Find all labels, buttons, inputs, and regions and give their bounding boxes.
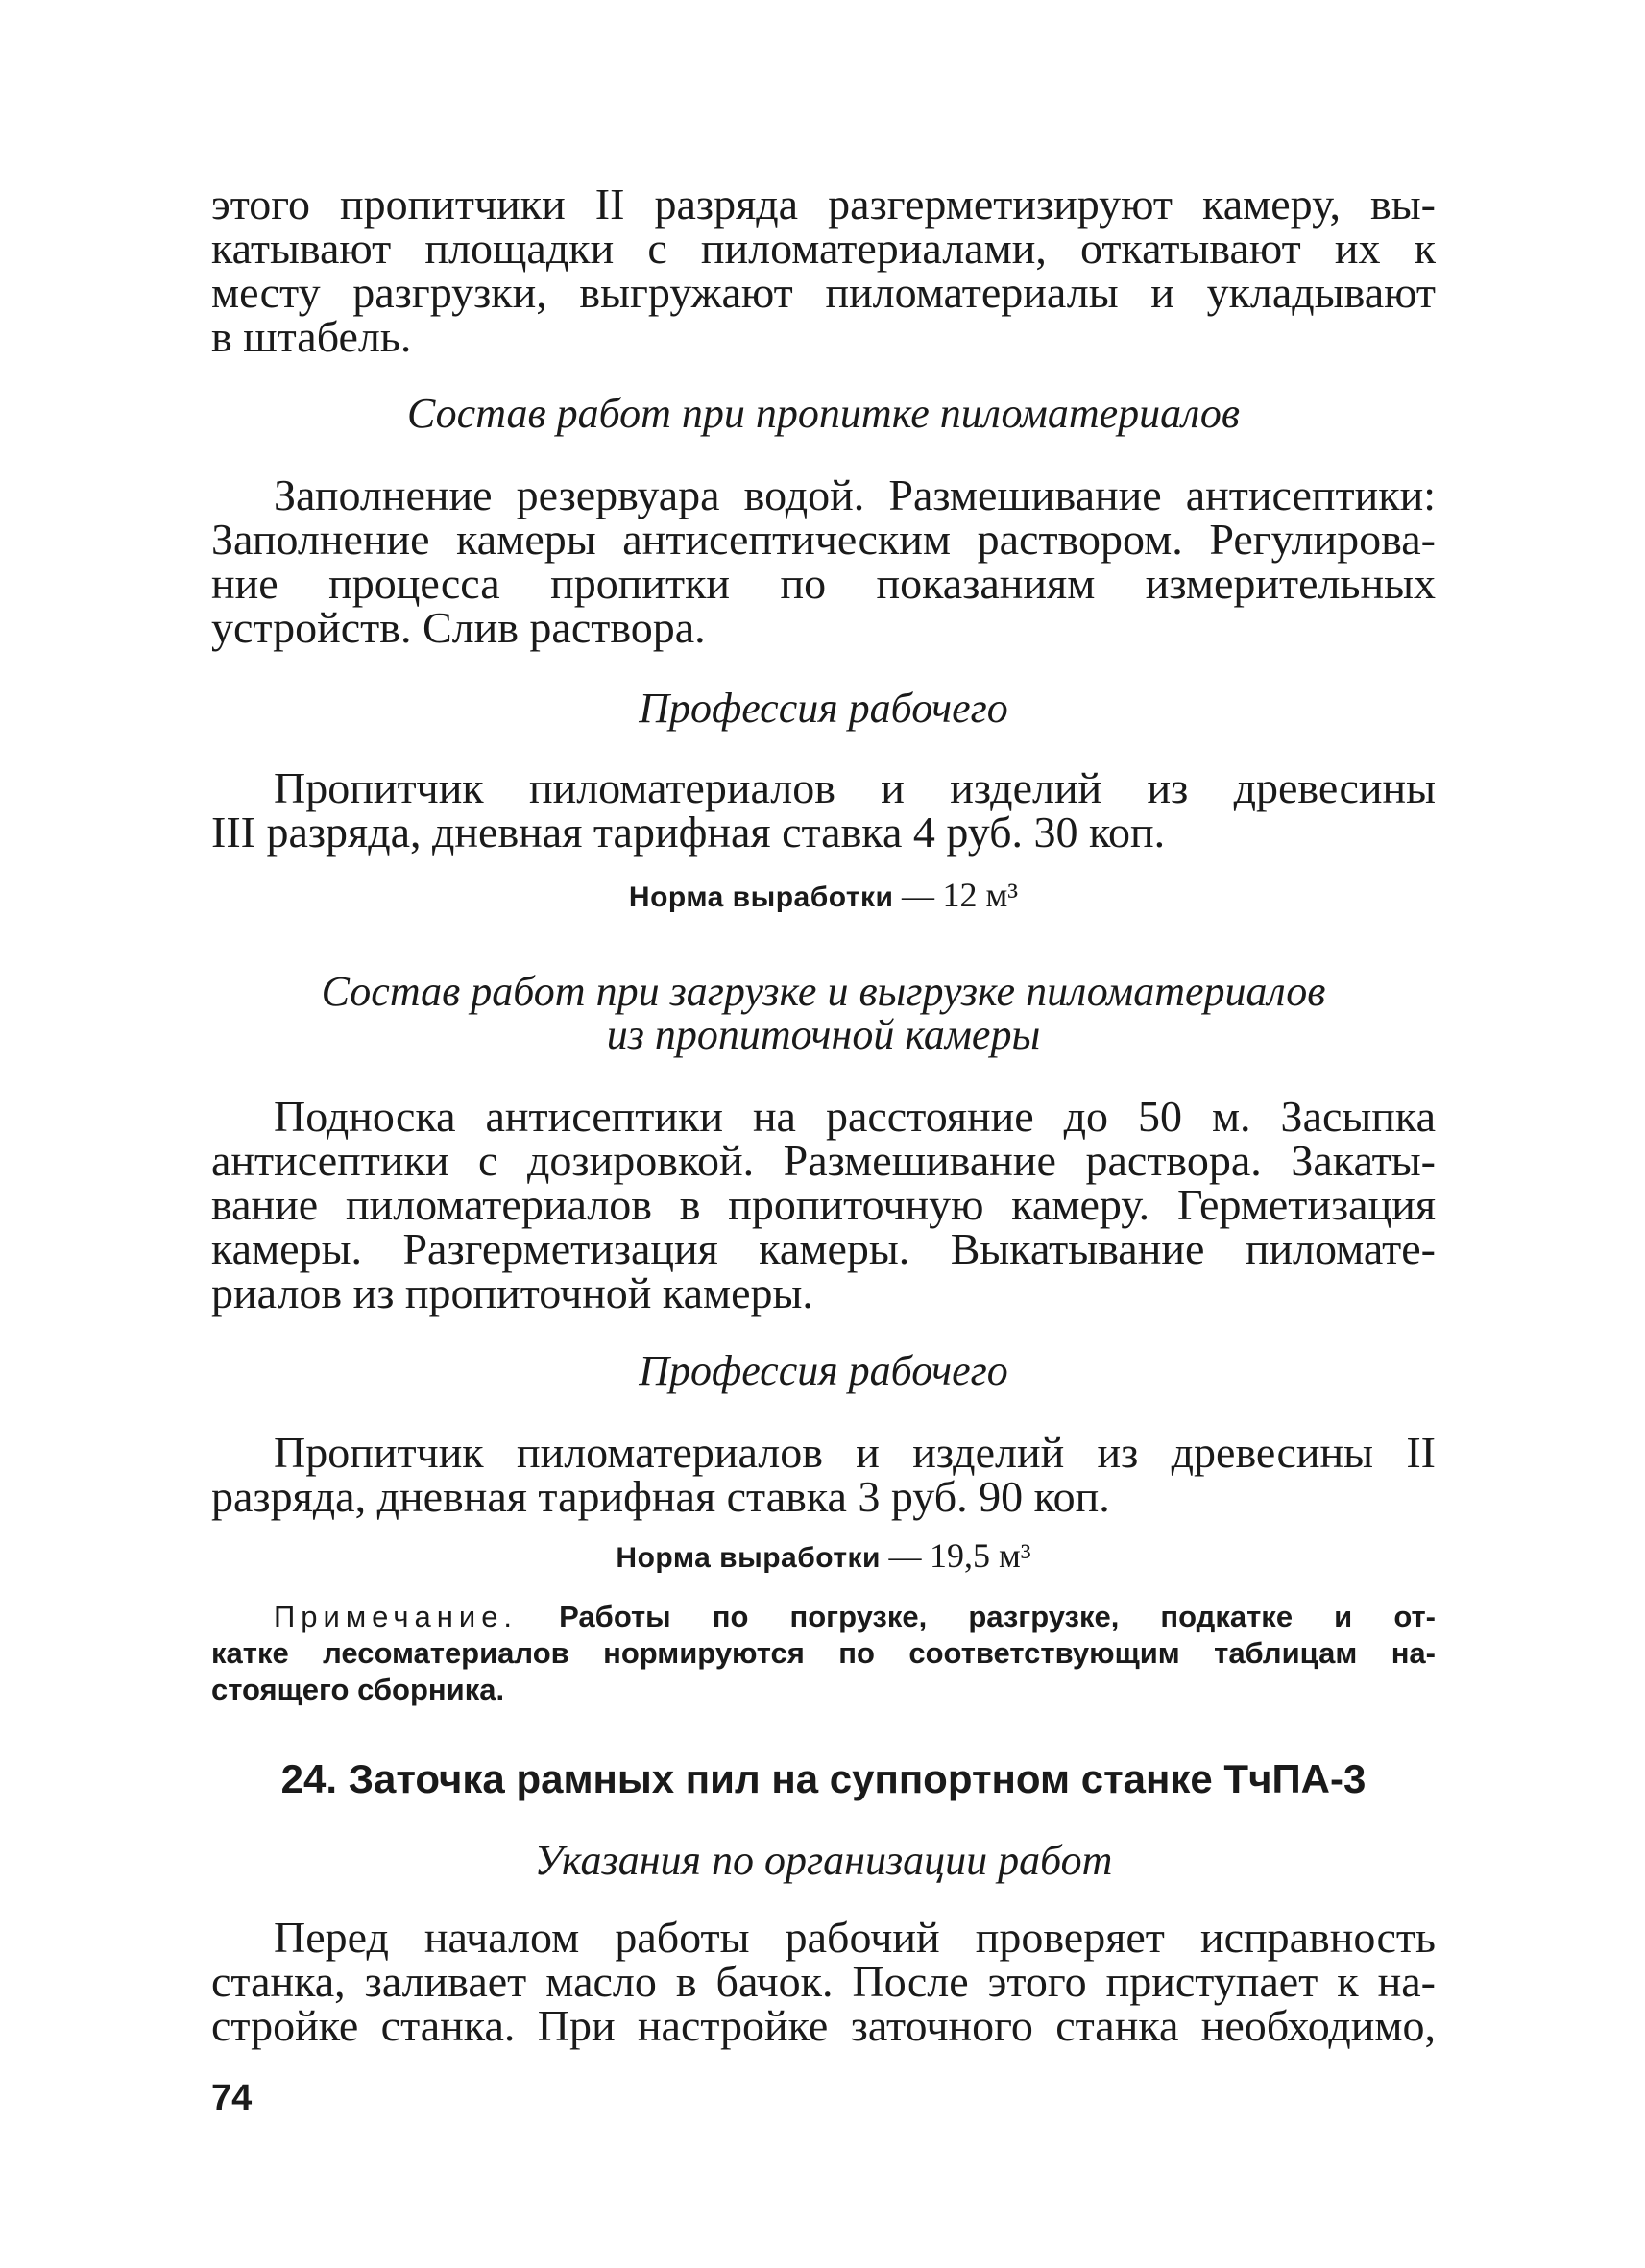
production-norm-2 — [211, 1536, 1436, 1578]
text-line: катывают площадки с пиломатериалами, откатывают их к — [211, 224, 1436, 273]
text-line: ние процесса пропитки по показаниям измерительных — [211, 559, 1436, 608]
heading-loading-work-line-1: Состав работ при загрузке и выгрузке пиломатериалов — [321, 968, 1326, 1015]
text-line: в штабель. — [211, 312, 412, 361]
note-text: Работы по погрузке, разгрузке, подкатке и от- — [559, 1600, 1436, 1633]
note-line — [211, 1599, 1436, 1635]
text-line: устройств. Слив раствора. — [211, 603, 706, 652]
heading-loading-work-line-2: из пропиточной камеры — [606, 1011, 1041, 1058]
text-line: антисептики с дозировкой. Размешивание раствора. Закаты- — [211, 1136, 1436, 1185]
text-line: этого пропитчики II разряда разгерметизируют камеру, вы- — [211, 180, 1436, 229]
text-line: Заполнение резервуара водой. Размешивание антисептики: — [274, 470, 1436, 519]
text-line: III разряда, дневная тарифная ставка 4 руб. 30 коп. — [211, 808, 1166, 857]
text-line: Пропитчик пиломатериалов и изделий из древесины II — [274, 1428, 1436, 1477]
note-line: стоящего сборника. — [211, 1673, 505, 1706]
heading-organization: Указания по организации работ — [534, 1837, 1113, 1884]
norm-value: 19,5 м³ — [930, 1536, 1031, 1575]
note-line: катке лесоматериалов нормируются по соответствующим таблицам на- — [211, 1636, 1436, 1670]
text-line: Пропитчик пиломатериалов и изделий из древесины — [274, 763, 1436, 812]
text-line: Подноска антисептики на расстояние до 50 м. Засыпка — [274, 1092, 1436, 1141]
paragraph-continuation — [211, 182, 1436, 359]
paragraph-profession-2 — [211, 1428, 1436, 1521]
paragraph-loading — [211, 1092, 1436, 1317]
text-line: месту разгрузки, выгружают пиломатериалы и укладывают — [211, 268, 1436, 317]
text-line: вание пиломатериалов в пропиточную камеру. Герметизация — [211, 1180, 1436, 1229]
text-line: станка, заливает масло в бачок. После этого приступает к на- — [211, 1957, 1436, 2006]
paragraph-profession-1 — [211, 763, 1436, 857]
page-number: 74 — [211, 2078, 253, 2118]
note — [211, 1599, 1436, 1708]
heading-profession-1: Профессия рабочего — [639, 685, 1008, 732]
norm-dash: — — [888, 1539, 922, 1575]
text-line: риалов из пропиточной камеры. — [211, 1268, 813, 1317]
paragraph-impregnation — [211, 470, 1436, 652]
norm-label: Норма выработки — [628, 881, 894, 913]
heading-impregnation-work: Состав работ при пропитке пиломатериалов — [407, 390, 1240, 437]
text-line: стройке станка. При настройке заточного станка необходимо, — [211, 2001, 1436, 2050]
text-line: Перед началом работы рабочий проверяет исправность — [274, 1913, 1436, 1962]
paragraph-organization — [211, 1913, 1436, 2050]
section-title: 24. Заточка рамных пил на суппортном станке ТчПА-3 — [280, 1756, 1367, 1801]
norm-label: Норма выработки — [616, 1542, 881, 1574]
text-line: Заполнение камеры антисептическим раствором. Регулирова- — [211, 515, 1436, 564]
norm-value: 12 м³ — [942, 876, 1019, 914]
production-norm-1 — [211, 876, 1436, 917]
norm-dash: — — [902, 879, 934, 914]
text-line: камеры. Разгерметизация камеры. Выкатывание пиломате- — [211, 1224, 1436, 1273]
note-label: Примечание. — [274, 1600, 519, 1633]
heading-profession-2: Профессия рабочего — [639, 1347, 1008, 1394]
text-line: разряда, дневная тарифная ставка 3 руб. 90 коп. — [211, 1472, 1110, 1521]
